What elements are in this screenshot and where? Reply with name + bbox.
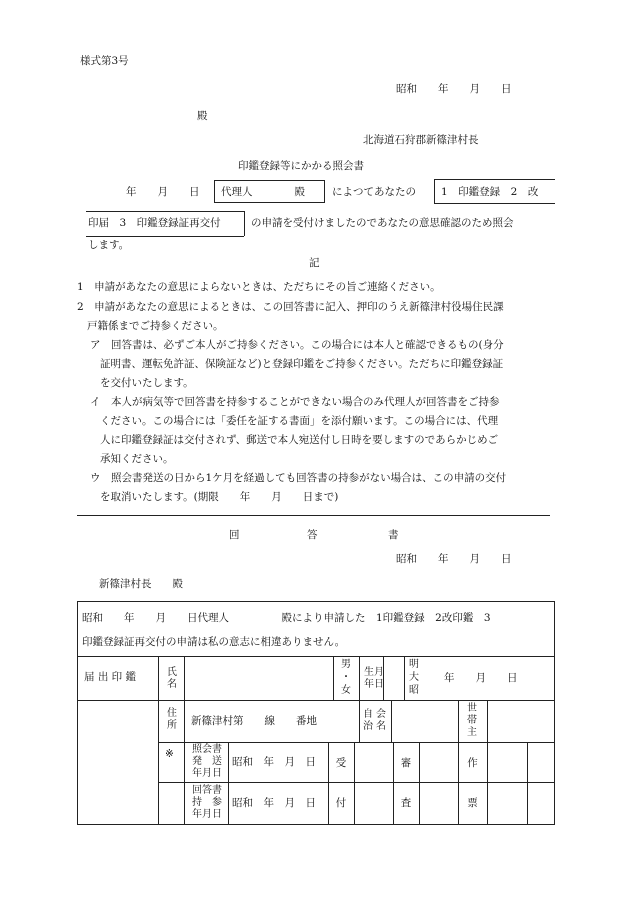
table-rule-4	[158, 782, 555, 783]
document-title: 印鑑登録等にかかる照会書	[238, 160, 364, 172]
hyo-label: 票	[467, 797, 478, 809]
note-u-line2: を取消いたします。(期限 年 月 日まで)	[100, 491, 339, 503]
request-box-line2: 印届 3 印鑑登録証再交付	[88, 217, 221, 229]
inquiry-cont-text: の申請を受付けましたのであなたの意思確認のため照会	[251, 217, 514, 229]
jichikai-label-2: 治	[363, 721, 373, 732]
issuer-name: 北海道石狩郡新篠津村長	[363, 134, 479, 146]
table-col-household-right	[487, 700, 488, 742]
table-rule-1	[77, 656, 555, 657]
table-col-saku-right	[487, 742, 488, 825]
table-col-shin-right	[419, 742, 420, 825]
note-2-line1: 2 申請があなたの意思によるときは、この回答書に記入、押印のうえ新篠津村役場住民課	[77, 301, 504, 313]
birth-label-1: 生	[364, 667, 374, 678]
jichikai-label-3: 会	[376, 709, 386, 720]
name-label-1: 氏	[167, 667, 177, 678]
section-divider	[77, 515, 550, 516]
table-col-label	[184, 656, 185, 825]
jichikai-label-1: 自	[363, 709, 373, 720]
birth-label-3: 月	[374, 667, 384, 678]
request-box-top	[434, 179, 555, 180]
note-i-line3: 人に印鑑登録証は交付されず、郵送で本人宛送付し日時を要しますのであらかじめご	[100, 434, 499, 446]
table-col-jichi-left	[359, 700, 360, 742]
inquiry-mid-text: によつてあなたの	[332, 186, 416, 198]
table-col-uke-left	[328, 742, 329, 825]
name-label-2: 名	[167, 679, 177, 690]
reply-table	[77, 601, 555, 825]
table-col-shin-left	[393, 742, 394, 825]
request-box-bottom	[86, 236, 244, 237]
address-label-2: 所	[167, 720, 177, 731]
household-label-2: 帯	[467, 715, 477, 726]
return-label-2: 持 参	[192, 797, 222, 808]
reply-statement-line2: 印鑑登録証再交付の申請は私の意志に相違ありません。	[82, 636, 346, 648]
table-col-saku-left	[458, 742, 459, 825]
address-label-1: 住	[167, 708, 177, 719]
sent-label-2: 発 送	[192, 756, 222, 767]
era-taisho: 大	[409, 672, 419, 683]
request-box-right	[244, 211, 245, 236]
reply-title-char-1: 回	[229, 529, 240, 541]
sex-label-2: ・	[341, 672, 351, 683]
ki-heading: 記	[309, 257, 320, 269]
request-box-line1: 1 印鑑登録 2 改	[441, 186, 539, 198]
request-box-mid-top	[434, 203, 555, 204]
sa-label: 査	[400, 797, 412, 809]
table-col-birth-b	[404, 656, 405, 700]
table-col-date-label	[228, 742, 229, 825]
table-col-uke-right	[354, 742, 355, 825]
table-col-sex-left	[333, 656, 334, 700]
birth-label-4: 日	[374, 679, 384, 690]
sent-label-3: 年月日	[192, 768, 222, 779]
table-col-last	[527, 742, 528, 825]
era-meiji: 明	[409, 659, 419, 670]
table-col-household-left	[458, 700, 459, 742]
table-col-sex-right	[359, 656, 360, 700]
sent-date-value: 昭和 年 月 日	[232, 756, 316, 768]
shin-label: 審	[400, 757, 412, 769]
reply-date-line: 昭和 年 月 日	[396, 553, 512, 565]
sent-label-1: 照会書	[192, 744, 222, 755]
reply-addressee: 新篠津村長 殿	[99, 578, 183, 590]
reply-title-char-2: 答	[307, 529, 318, 541]
table-rule-3	[158, 742, 555, 743]
note-i-line2: ください。この場合には「委任を証する書面」を添付願います。この場合には、代理	[100, 415, 499, 427]
uke-label: 受	[335, 757, 347, 769]
table-col-birth-a	[383, 656, 384, 700]
note-a-line2: 証明書、運転免許証、保険証など)と登録印鑑をご持参ください。ただちに印鑑登録証	[100, 358, 504, 370]
jichikai-label-4: 名	[376, 721, 386, 732]
note-u-line1: ウ 照会書発送の日から1ケ月を経過しても回答書の持参がない場合は、この申請の交付	[90, 472, 507, 484]
seal-label: 届 出 印 鑑	[84, 671, 137, 683]
reply-title-char-3: 書	[388, 529, 399, 541]
sex-label-3: 女	[341, 685, 351, 696]
note-mark: ※	[165, 748, 174, 760]
address-value: 新篠津村第 線 番地	[191, 715, 317, 727]
household-label-3: 主	[467, 727, 477, 738]
note-a-line1: ア 回答書は、必ずご本人がご持参ください。この場合には本人と確認できるもの(身分	[90, 339, 504, 351]
table-col-jichi-right	[391, 700, 392, 742]
agent-box-text: 代理人 殿	[221, 186, 305, 198]
saku-label: 作	[467, 757, 478, 769]
inquiry-date: 年 月 日	[126, 186, 200, 198]
table-col-seal	[158, 656, 159, 825]
tsuke-label: 付	[335, 797, 347, 809]
addressee-suffix: 殿	[197, 110, 208, 122]
return-label-1: 回答書	[192, 785, 222, 796]
era-showa: 昭	[409, 685, 419, 696]
note-i-line1: イ 本人が病気等で回答書を持参することができない場合のみ代理人が回答書をご持参	[90, 396, 500, 408]
birth-date-value: 年 月 日	[444, 672, 518, 684]
request-box-line2-top	[86, 211, 244, 212]
request-box-left	[434, 179, 435, 203]
form-number: 様式第3号	[80, 55, 129, 67]
household-label-1: 世	[467, 703, 477, 714]
inquiry-cont-text2: します。	[88, 239, 130, 251]
sex-label-1: 男	[341, 659, 351, 670]
note-2-line2: 戸籍係までご持参ください。	[87, 320, 224, 332]
birth-label-2: 年	[364, 679, 374, 690]
return-date-value: 昭和 年 月 日	[232, 797, 316, 809]
note-i-line4: 承知ください。	[100, 453, 174, 465]
table-rule-2	[77, 700, 555, 701]
return-label-3: 年月日	[192, 809, 222, 820]
date-line: 昭和 年 月 日	[396, 83, 512, 95]
reply-statement-line1: 昭和 年 月 日代理人 殿により申請した 1印鑑登録 2改印鑑 3	[82, 612, 491, 624]
note-a-line3: を交付いたします。	[100, 377, 194, 389]
note-1: 1 申請があなたの意思によらないときは、ただちにその旨ご連絡ください。	[77, 281, 441, 293]
